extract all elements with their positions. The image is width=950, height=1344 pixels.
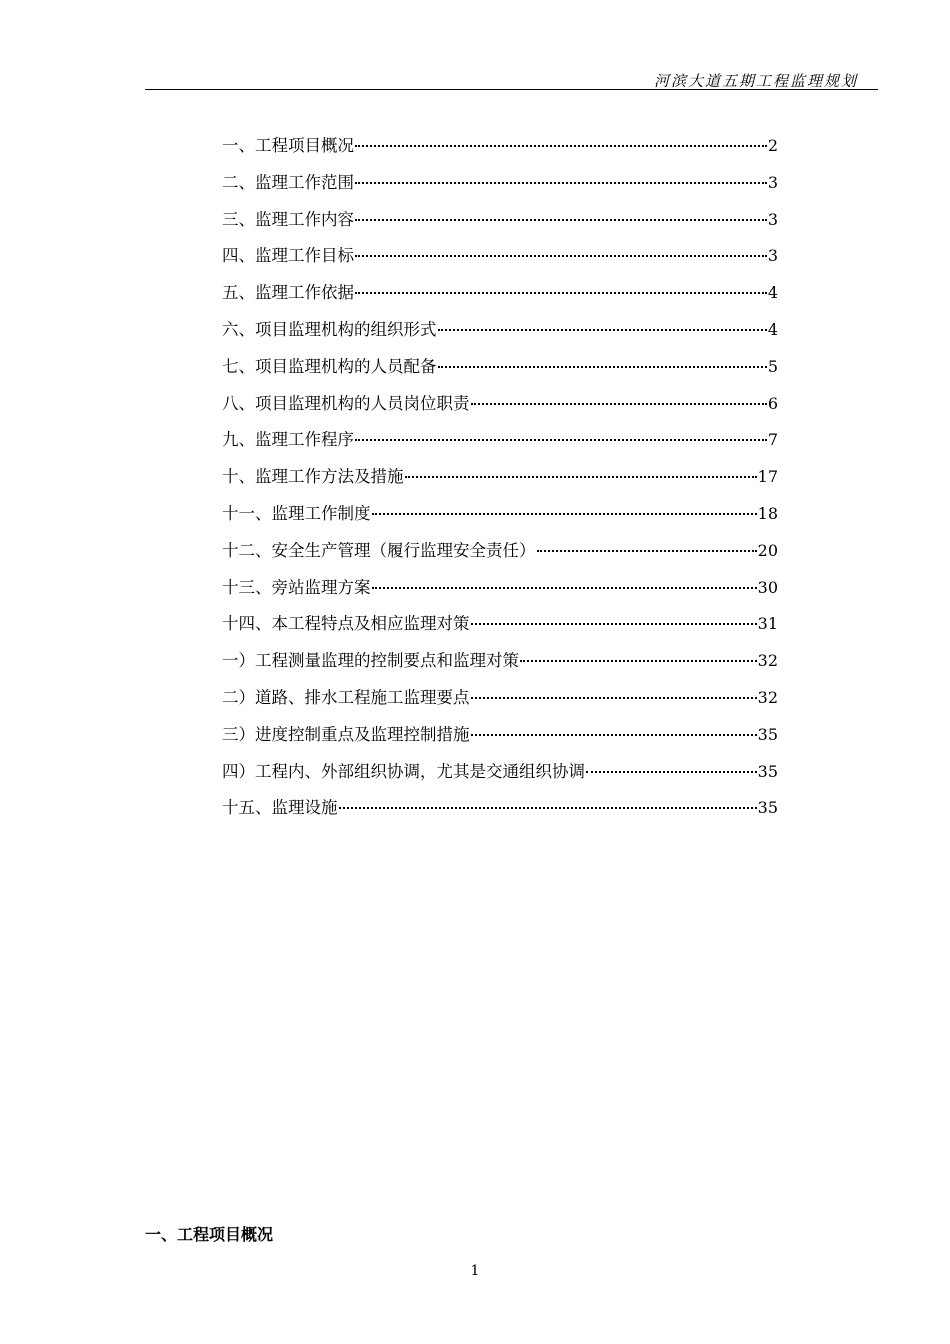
toc-entry-page: 35 [757,724,778,744]
toc-entry[interactable] [222,537,778,574]
toc-leader-dots [471,734,757,736]
toc-leader-dots [471,697,757,699]
toc-entry-page: 2 [767,136,778,155]
toc-leader-dots [355,145,767,147]
toc-entry[interactable] [222,279,778,316]
toc-entry[interactable] [222,353,778,390]
toc-entry-page: 17 [757,467,778,487]
toc-entry-page: 35 [757,798,778,818]
toc-entry-label: 九、监理工作程序 [222,430,354,450]
toc-entry[interactable] [222,463,778,500]
toc-entry-label: 三）进度控制重点及监理控制措施 [222,724,470,744]
toc-entry-page: 18 [757,503,778,523]
toc-leader-dots [471,403,767,405]
toc-entry-label: 四）工程内、外部组织协调，尤其是交通组织协调 [222,761,585,781]
toc-leader-dots [586,771,757,773]
toc-entry-page: 31 [757,614,778,634]
toc-entry-page: 3 [767,209,778,229]
toc-entry[interactable] [222,574,778,611]
toc-entry-label: 三、监理工作内容 [222,209,354,229]
page-number: 1 [470,1263,480,1279]
toc-leader-dots [537,550,757,552]
toc-entry-page: 32 [757,651,778,671]
toc-entry-page: 32 [757,687,778,707]
toc-entry-page: 4 [767,283,778,303]
toc-entry-label: 一）工程测量监理的控制要点和监理对策 [222,651,519,671]
toc-leader-dots [339,807,757,809]
toc-leader-dots [405,476,757,478]
toc-entry-page: 7 [767,430,778,450]
toc-leader-dots [438,329,767,331]
toc-entry[interactable] [222,132,778,169]
toc-entry-page: 3 [767,172,778,192]
running-header-title: 河滨大道五期工程监理规划 [653,72,858,90]
toc-leader-dots [520,660,757,662]
toc-entry[interactable] [222,647,778,684]
toc-entry[interactable] [222,390,778,427]
toc-leader-dots [471,623,757,625]
header-rule [145,89,878,90]
section-heading: 一、工程项目概况 [145,1225,274,1244]
toc-entry-label: 十一、监理工作制度 [222,503,371,523]
toc-entry-label: 二）道路、排水工程施工监理要点 [222,687,470,707]
toc-entry[interactable] [222,206,778,243]
toc-leader-dots [355,292,767,294]
toc-entry-label: 七、项目监理机构的人员配备 [222,356,437,376]
table-of-contents [222,132,778,831]
toc-entry-page: 6 [767,393,778,413]
toc-entry-page: 5 [767,356,778,376]
toc-entry-label: 四、监理工作目标 [222,246,354,266]
toc-leader-dots [355,255,767,257]
toc-entry-page: 35 [757,761,778,781]
toc-entry[interactable] [222,610,778,647]
toc-leader-dots [355,439,767,441]
toc-entry[interactable] [222,426,778,463]
toc-entry-label: 十三、旁站监理方案 [222,577,371,597]
toc-entry-page: 30 [757,577,778,597]
toc-entry-page: 20 [757,540,778,560]
toc-entry[interactable] [222,242,778,279]
toc-entry-label: 十四、本工程特点及相应监理对策 [222,614,470,634]
toc-entry[interactable] [222,500,778,537]
toc-entry-label: 六、项目监理机构的组织形式 [222,319,437,339]
toc-entry[interactable] [222,169,778,206]
toc-entry-label: 一、工程项目概况 [222,136,354,155]
toc-entry-label: 五、监理工作依据 [222,283,354,303]
toc-entry-label: 八、项目监理机构的人员岗位职责 [222,393,470,413]
toc-entry[interactable] [222,721,778,758]
toc-entry[interactable] [222,316,778,353]
toc-entry-page: 4 [767,319,778,339]
toc-entry-label: 十五、监理设施 [222,798,338,818]
toc-entry[interactable] [222,684,778,721]
toc-entry-label: 二、监理工作范围 [222,172,354,192]
toc-entry[interactable] [222,794,778,831]
toc-leader-dots [355,219,767,221]
toc-leader-dots [355,182,767,184]
toc-entry-page: 3 [767,246,778,266]
toc-leader-dots [372,587,757,589]
toc-entry[interactable] [222,758,778,795]
toc-leader-dots [438,366,767,368]
toc-leader-dots [372,513,757,515]
toc-entry-label: 十二、安全生产管理（履行监理安全责任） [222,540,536,560]
toc-entry-label: 十、监理工作方法及措施 [222,467,404,487]
